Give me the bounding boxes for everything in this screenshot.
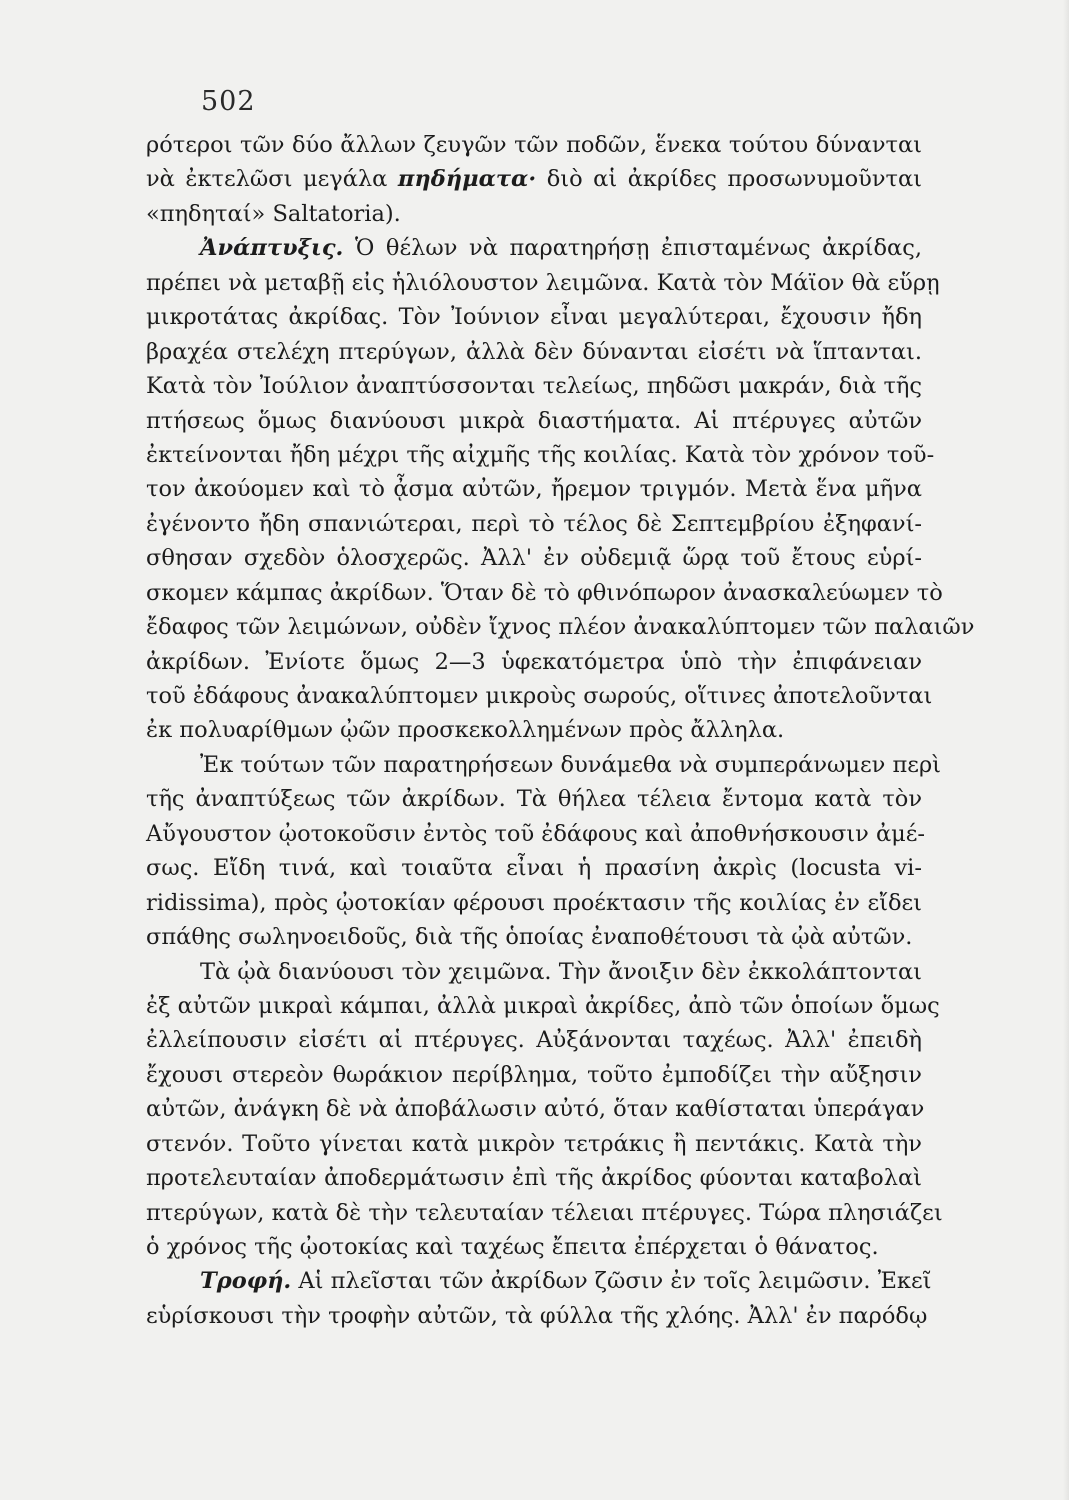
- text-line: ἐκτείνονται ἤδη μέχρι τῆς αἰχμῆς τῆς κοιλίας. Κατὰ τὸν χρόνον τοῦ-: [146, 441, 935, 468]
- text-line: «πηδηταί» Saltatoria).: [146, 200, 401, 227]
- text-line: προτελευταίαν ἀποδερμάτωσιν ἐπὶ τῆς ἀκρίδος φύονται καταβολαὶ: [146, 1165, 922, 1192]
- text-line: σπάθης σωληνοειδοῦς, διὰ τῆς ὁποίας ἐναποθέτουσι τὰ ᾠὰ αὐτῶν.: [146, 924, 913, 951]
- text-line: νὰ ἐκτελῶσι μεγάλα πηδήματα· διὸ αἱ ἀκρίδες προσωνυμοῦνται: [146, 166, 922, 193]
- text-line: τοῦ ἐδάφους ἀνακαλύπτομεν μικροὺς σωρούς, οἵτινες ἀποτελοῦνται: [146, 683, 933, 709]
- text-line: βραχέα στελέχη πτερύγων, ἀλλὰ δὲν δύνανται εἰσέτι νὰ ἵπτανται.: [146, 338, 922, 365]
- text-line: ἐκ πολυαρίθμων ᾠῶν προσκεκολλημένων πρὸς ἄλληλα.: [146, 717, 785, 744]
- section-heading-line: Τροφή. Αἱ πλεῖσται τῶν ἀκρίδων ζῶσιν ἐν τοῖς λειμῶσιν. Ἐκεῖ: [200, 1268, 932, 1295]
- page-number: 502: [201, 86, 256, 117]
- text-line: πτερύγων, κατὰ δὲ τὴν τελευταίαν τέλειαι πτέρυγες. Τώρα πλησιάζει: [146, 1199, 943, 1226]
- paragraph-start-line: Ἐκ τούτων τῶν παρατηρήσεων δυνάμεθα νὰ συμπεράνωμεν περὶ: [200, 751, 942, 778]
- text-line: αὐτῶν, ἀνάγκη δὲ νὰ ἀποβάλωσιν αὐτό, ὅταν καθίσταται ὑπεράγαν: [146, 1096, 925, 1123]
- text-line: ρότεροι τῶν δύο ἄλλων ζευγῶν τῶν ποδῶν, ἕνεκα τούτου δύνανται: [146, 132, 922, 158]
- text-line: σως. Εἴδη τινά, καὶ τοιαῦτα εἶναι ἡ πρασίνη ἀκρὶς (locusta vi-: [146, 855, 922, 882]
- text-line: Αὔγουστον ᾠοτοκοῦσιν ἐντὸς τοῦ ἐδάφους καὶ ἀποθνήσκουσιν ἀμέ-: [146, 820, 926, 847]
- text-line: πτήσεως ὅμως διανύουσι μικρὰ διαστήματα. Αἱ πτέρυγες αὐτῶν: [146, 407, 922, 434]
- text-line: τον ἀκούομεν καὶ τὸ ᾆσμα αὐτῶν, ἤρεμον τριγμόν. Μετὰ ἕνα μῆνα: [146, 476, 922, 503]
- text-line: ἐγένοντο ἤδη σπανιώτεραι, περὶ τὸ τέλος δὲ Σεπτεμβρίου ἐξηφανί-: [146, 510, 922, 537]
- section-heading-line: Ἀνάπτυξις. Ὁ θέλων νὰ παρατηρήσῃ ἐπισταμένως ἀκρίδας,: [200, 235, 922, 262]
- text-line: ἐλλείπουσιν εἰσέτι αἱ πτέρυγες. Αὐξάνονται ταχέως. Ἀλλ' ἐπειδὴ: [146, 1027, 922, 1054]
- text-line: ὁ χρόνος τῆς ᾠοτοκίας καὶ ταχέως ἔπειτα ἐπέρχεται ὁ θάνατος.: [146, 1234, 879, 1260]
- text-line: μικροτάτας ἀκρίδας. Τὸν Ἰούνιον εἶναι μεγαλύτεραι, ἔχουσιν ἤδη: [146, 304, 922, 331]
- text-line: σθησαν σχεδὸν ὁλοσχερῶς. Ἀλλ' ἐν οὐδεμιᾷ ὥρᾳ τοῦ ἔτους εὑρί-: [146, 545, 922, 572]
- text-line: ἐξ αὐτῶν μικραὶ κάμπαι, ἀλλὰ μικραὶ ἀκρίδες, ἀπὸ τῶν ὁποίων ὅμως: [146, 992, 940, 1019]
- text-line: ridissima), πρὸς ᾠοτοκίαν φέρουσι προέκτασιν τῆς κοιλίας ἐν εἴδει: [146, 889, 922, 916]
- text-line: στενόν. Τοῦτο γίνεται κατὰ μικρὸν τετράκις ἢ πεντάκις. Κατὰ τὴν: [146, 1130, 922, 1157]
- text-line: σκομεν κάμπας ἀκρίδων. Ὅταν δὲ τὸ φθινόπωρον ἀνασκαλεύωμεν τὸ: [146, 579, 943, 606]
- text-line: πρέπει νὰ μεταβῇ εἰς ἡλιόλουστον λειμῶνα. Κατὰ τὸν Μάϊον θὰ εὕρῃ: [146, 269, 940, 296]
- text-line: τῆς ἀναπτύξεως τῶν ἀκρίδων. Τὰ θήλεα τέλεια ἔντομα κατὰ τὸν: [146, 786, 922, 813]
- text-line: ἔχουσι στερεὸν θωράκιον περίβλημα, τοῦτο ἐμποδίζει τὴν αὔξησιν: [146, 1061, 922, 1088]
- text-line: εὑρίσκουσι τὴν τροφὴν αὐτῶν, τὰ φύλλα τῆς χλόης. Ἀλλ' ἐν παρόδῳ: [146, 1302, 928, 1329]
- body-text: [146, 128, 975, 1333]
- text-line: ἀκρίδων. Ἐνίοτε ὅμως 2—3 ὑφεκατόμετρα ὑπὸ τὴν ἐπιφάνειαν: [146, 648, 922, 675]
- text-line: ἔδαφος τῶν λειμώνων, οὐδὲν ἴχνος πλέον ἀνακαλύπτομεν τῶν παλαιῶν: [146, 614, 975, 641]
- text-line: Κατὰ τὸν Ἰούλιον ἀναπτύσσονται τελείως, πηδῶσι μακράν, διὰ τῆς: [146, 373, 922, 400]
- scan-edge-shadow: [1063, 0, 1069, 1500]
- paragraph-start-line: Τὰ ᾠὰ διανύουσι τὸν χειμῶνα. Τὴν ἄνοιξιν δὲν ἐκκολάπτονται: [200, 958, 922, 985]
